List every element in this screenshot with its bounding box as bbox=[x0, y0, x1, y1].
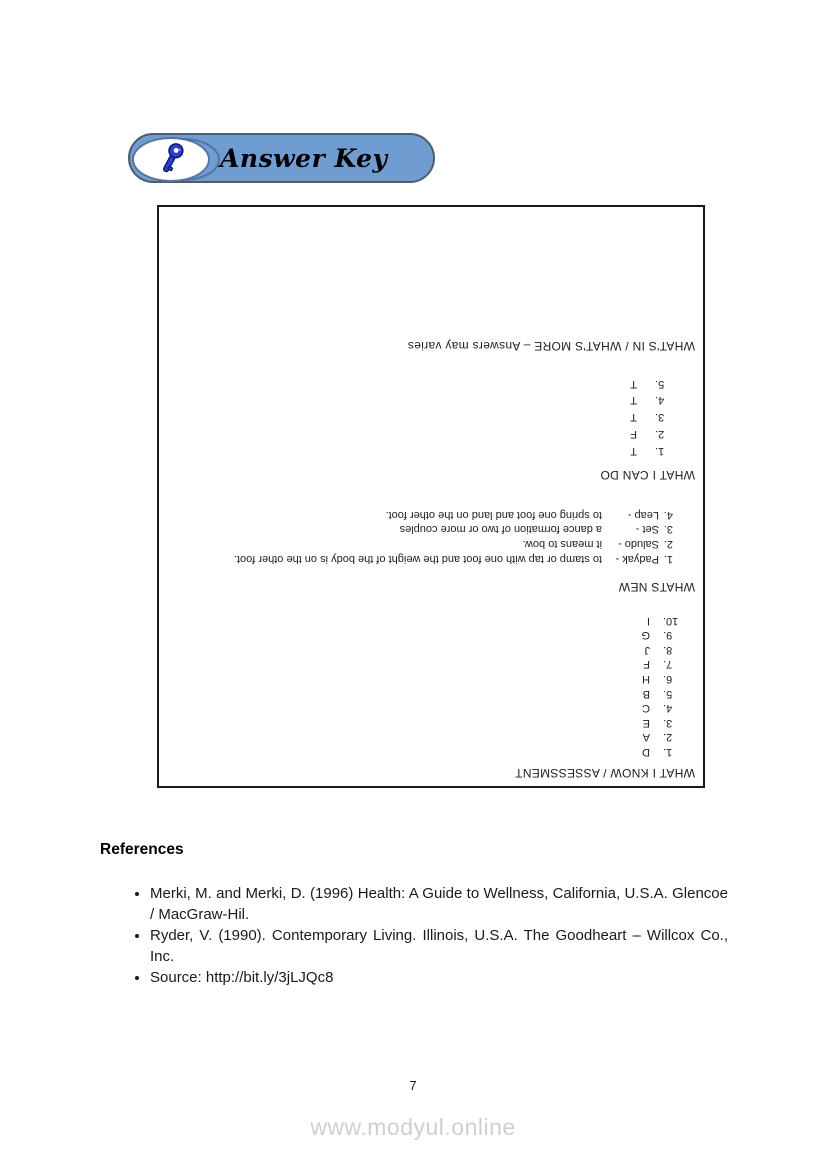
answer-row bbox=[163, 375, 695, 392]
item-number: 10. bbox=[663, 614, 679, 627]
item-number: 6. bbox=[663, 673, 673, 686]
item-value: F bbox=[630, 428, 637, 441]
assessment-answers bbox=[163, 613, 695, 759]
reference-item: • Source: http://bit.ly/3jLJQc8 bbox=[150, 967, 728, 988]
item-term: Leap - bbox=[627, 508, 659, 521]
heading-what-i-know: WHAT I KNOW / ASSESSMENT bbox=[514, 766, 695, 780]
page-number: 7 bbox=[409, 1078, 417, 1093]
item-number: 9. bbox=[663, 629, 673, 642]
banner-title: Answer Key bbox=[220, 143, 388, 173]
answer-row bbox=[163, 425, 695, 442]
what-i-can-do-answers bbox=[163, 375, 695, 459]
whats-new-answers bbox=[163, 507, 695, 566]
item-value: I bbox=[646, 614, 650, 627]
item-definition: to spring one foot and land on the other foot. bbox=[385, 508, 602, 521]
item-number: 7. bbox=[663, 658, 673, 671]
answer-row bbox=[163, 744, 695, 759]
item-definition: to stamp or tap with one foot and the weight of the body is on the other foot. bbox=[233, 553, 602, 566]
item-value: T bbox=[630, 411, 637, 424]
heading-whats-new: WHATS NEW bbox=[618, 580, 695, 595]
definition-row bbox=[163, 551, 695, 566]
item-number: 5. bbox=[655, 377, 665, 390]
item-number: 3. bbox=[663, 716, 673, 729]
answer-row bbox=[163, 642, 695, 657]
item-number: 1. bbox=[663, 553, 673, 566]
heading-what-i-can-do: WHAT I CAN DO bbox=[600, 467, 695, 482]
item-value: B bbox=[642, 687, 650, 700]
item-number: 2. bbox=[663, 731, 673, 744]
banner-ellipse bbox=[132, 137, 210, 182]
heading-whats-in-whats-more: WHAT'S IN / WHAT'S MORE – Answers may varies bbox=[407, 338, 695, 353]
item-value: T bbox=[630, 377, 637, 390]
item-definition: it means to bow. bbox=[522, 538, 602, 551]
item-term: Set - bbox=[635, 523, 659, 536]
item-value: C bbox=[642, 702, 650, 715]
item-value: F bbox=[643, 658, 650, 671]
definition-row bbox=[163, 536, 695, 551]
watermark: www.modyul.online bbox=[310, 1114, 516, 1140]
answer-row bbox=[163, 701, 695, 716]
references-heading: References bbox=[100, 841, 184, 858]
item-number: 2. bbox=[655, 428, 665, 441]
answer-row bbox=[163, 613, 695, 628]
item-number: 4. bbox=[663, 508, 673, 521]
item-number: 1. bbox=[663, 746, 673, 758]
answer-row bbox=[163, 408, 695, 425]
item-number: 5. bbox=[663, 687, 673, 700]
item-number: 4. bbox=[655, 394, 665, 407]
item-term: Padyak - bbox=[615, 553, 659, 566]
item-value: H bbox=[642, 673, 650, 686]
definition-row bbox=[163, 507, 695, 522]
item-value: T bbox=[630, 394, 637, 407]
item-value: D bbox=[642, 746, 650, 758]
answer-row bbox=[163, 671, 695, 686]
references-section bbox=[100, 841, 728, 988]
item-number: 3. bbox=[663, 523, 673, 536]
item-number: 1. bbox=[655, 444, 665, 457]
item-value: J bbox=[644, 643, 650, 656]
answer-row bbox=[163, 442, 695, 459]
item-value: A bbox=[642, 731, 650, 744]
item-number: 2. bbox=[663, 538, 673, 551]
answer-row bbox=[163, 730, 695, 745]
reference-item: • Ryder, V. (1990). Contemporary Living. Illinois, U.S.A. The Goodheart – Willcox Co., Inc. bbox=[150, 925, 728, 967]
answer-row bbox=[163, 657, 695, 672]
key-icon bbox=[151, 140, 191, 180]
answer-key-box bbox=[157, 205, 705, 788]
item-number: 4. bbox=[663, 702, 673, 715]
item-value: G bbox=[641, 629, 650, 642]
reference-item: • Merki, M. and Merki, D. (1996) Health: A Guide to Wellness, California, U.S.A. Glencoe / MacGraw-Hil. bbox=[150, 883, 728, 925]
references-list bbox=[100, 883, 728, 988]
definition-row bbox=[163, 522, 695, 537]
answer-key-banner bbox=[128, 133, 435, 183]
item-value: E bbox=[642, 716, 650, 729]
item-term: Saludo - bbox=[618, 538, 659, 551]
answer-row bbox=[163, 686, 695, 701]
item-number: 8. bbox=[663, 643, 673, 656]
rotated-answer-content bbox=[159, 207, 703, 786]
answer-row bbox=[163, 715, 695, 730]
answer-row bbox=[163, 628, 695, 643]
answer-row bbox=[163, 392, 695, 409]
item-definition: a dance formation of two or more couples bbox=[399, 523, 602, 536]
item-value: T bbox=[630, 444, 637, 457]
item-number: 3. bbox=[655, 411, 665, 424]
